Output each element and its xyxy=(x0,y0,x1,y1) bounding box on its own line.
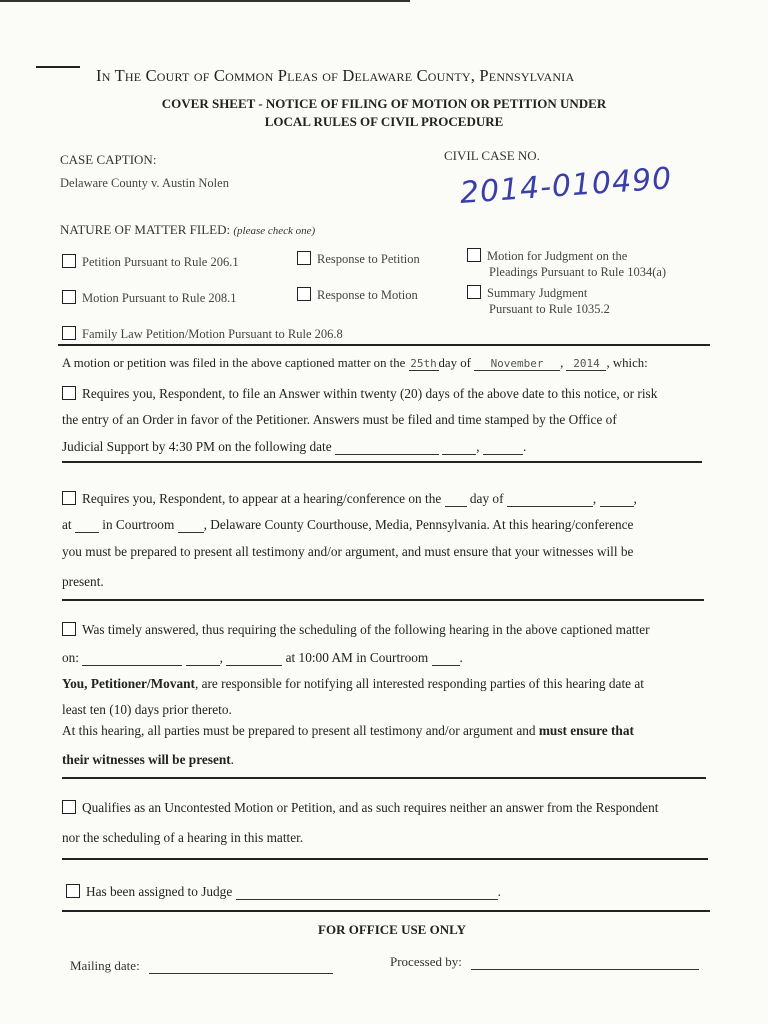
judge-name-field[interactable] xyxy=(236,899,498,900)
section-hearing-line1[interactable]: Requires you, Respondent, to appear at a hearing/conference on the day of , , xyxy=(62,491,637,507)
option-label: Summary Judgment xyxy=(487,286,588,300)
checkbox-answered[interactable] xyxy=(62,622,76,636)
checkbox-answer[interactable] xyxy=(62,386,76,400)
answered-year-field[interactable] xyxy=(226,665,282,666)
section-answer-line1[interactable] xyxy=(62,386,657,402)
office-use-title: FOR OFFICE USE ONLY xyxy=(318,922,466,937)
answer-date-field[interactable] xyxy=(335,454,439,455)
filing-month-field[interactable]: November xyxy=(474,357,560,371)
filing-prefix: A motion or petition was filed in the above captioned matter on the xyxy=(62,356,406,370)
answer-day-field[interactable] xyxy=(442,454,476,455)
section-answered-line3 xyxy=(62,676,644,692)
section-text: at xyxy=(62,517,72,532)
option-label: Response to Petition xyxy=(317,252,420,266)
header-dash xyxy=(36,66,80,68)
divider xyxy=(62,599,704,601)
option-response-motion[interactable] xyxy=(297,287,418,303)
option-family-law[interactable] xyxy=(62,326,343,342)
civil-case-number: 2014-010490 xyxy=(458,161,674,211)
cover-sheet-title-line2: LOCAL RULES OF CIVIL PROCEDURE xyxy=(264,114,504,129)
section-text-bold: must ensure that xyxy=(538,723,634,738)
section-text: Requires you, Respondent, to file an Answer within twenty (20) days of the above date to this notice, or risk xyxy=(82,386,658,401)
checkbox-hearing[interactable] xyxy=(62,491,76,505)
section-text: Was timely answered, thus requiring the scheduling of the following hearing in the above captioned matter xyxy=(82,622,650,637)
checkbox-family-law[interactable] xyxy=(62,326,76,340)
section-text: at 10:00 AM in Courtroom xyxy=(285,650,429,665)
option-label: Motion for Judgment on the xyxy=(487,249,628,263)
nature-label xyxy=(60,222,315,238)
section-judge[interactable]: Has been assigned to Judge . xyxy=(66,884,501,900)
option-response-petition[interactable] xyxy=(297,251,420,267)
option-petition-206-1[interactable] xyxy=(62,254,239,270)
processed-by-label: Processed by: xyxy=(390,954,462,969)
option-motion-judgment[interactable] xyxy=(467,248,627,264)
processed-by-field[interactable] xyxy=(471,969,699,970)
divider xyxy=(58,344,710,346)
filing-day-field[interactable]: 25th xyxy=(410,357,437,370)
answered-day-field[interactable] xyxy=(186,665,220,666)
section-uncontested-line2: nor the scheduling of a hearing in this matter. xyxy=(62,830,304,845)
checkbox-judge[interactable] xyxy=(66,884,80,898)
section-text: Has been assigned to Judge xyxy=(86,884,233,899)
checkbox-motion-judgment[interactable] xyxy=(467,248,481,262)
hearing-time-field[interactable] xyxy=(75,532,99,533)
processed-by xyxy=(390,954,699,970)
cover-sheet-title-line1: COVER SHEET - NOTICE OF FILING OF MOTION OR PETITION UNDER xyxy=(161,96,607,111)
checkbox-response-petition[interactable] xyxy=(297,251,311,265)
checkbox-uncontested[interactable] xyxy=(62,800,76,814)
checkbox-response-motion[interactable] xyxy=(297,287,311,301)
option-label: Response to Motion xyxy=(317,288,418,302)
section-text: At this hearing, all parties must be prepared to present all testimony and/or argument and xyxy=(62,723,536,738)
nature-hint: (please check one) xyxy=(233,225,316,237)
option-summary-judgment[interactable] xyxy=(467,285,587,301)
filing-day-of: day of xyxy=(438,356,471,370)
section-text-bold: You, Petitioner/Movant xyxy=(62,676,195,691)
filing-year-field[interactable]: 2014 xyxy=(566,357,606,371)
checkbox-petition-206-1[interactable] xyxy=(62,254,76,268)
mailing-date-label: Mailing date: xyxy=(70,958,140,973)
mailing-date xyxy=(70,958,333,974)
answered-date-field[interactable] xyxy=(82,665,182,666)
section-hearing-line3: you must be prepared to present all testimony and/or argument, and must ensure that your witnesses will be xyxy=(62,544,634,559)
option-summary-judgment-line2: Pursuant to Rule 1035.2 xyxy=(489,302,610,316)
section-answered-line5 xyxy=(62,723,634,739)
nature-label-text: NATURE OF MATTER FILED: xyxy=(60,222,231,237)
divider xyxy=(62,910,710,912)
hearing-year-field[interactable] xyxy=(600,506,634,507)
section-text: Requires you, Respondent, to appear at a hearing/conference on the xyxy=(82,491,442,506)
section-hearing-line4: present. xyxy=(62,574,104,589)
section-text: , are responsible for notifying all interested responding parties of this hearing date at xyxy=(194,676,644,691)
civil-case-label: CIVIL CASE NO. xyxy=(444,148,540,163)
checkbox-motion-208-1[interactable] xyxy=(62,290,76,304)
section-text: day of xyxy=(469,491,504,506)
option-label: Petition Pursuant to Rule 206.1 xyxy=(82,255,239,269)
case-caption-label: CASE CAPTION: xyxy=(60,152,157,167)
option-motion-208-1[interactable] xyxy=(62,290,237,306)
section-text: Qualifies as an Uncontested Motion or Petition, and as such requires neither an answer from the Respondent xyxy=(82,800,659,815)
checkbox-summary-judgment[interactable] xyxy=(467,285,481,299)
divider xyxy=(62,777,706,779)
answered-courtroom-field[interactable] xyxy=(432,665,460,666)
mailing-date-field[interactable] xyxy=(149,973,333,974)
section-text-bold: their witnesses will be present xyxy=(62,752,231,767)
hearing-month-field[interactable] xyxy=(507,506,593,507)
section-answer-line3: Judicial Support by 4:30 PM on the following date , . xyxy=(62,439,527,454)
section-text: Judicial Support by 4:30 PM on the following date xyxy=(62,439,332,454)
answer-year-field[interactable] xyxy=(483,454,523,455)
top-edge-line xyxy=(0,0,410,2)
option-motion-judgment-line2: Pleadings Pursuant to Rule 1034(a) xyxy=(489,265,667,279)
case-caption-value: Delaware County v. Austin Nolen xyxy=(60,176,229,190)
section-answered-line6: their witnesses will be present. xyxy=(62,752,234,767)
section-text: , Delaware County Courthouse, Media, Pennsylvania. At this hearing/conference xyxy=(203,517,634,532)
hearing-courtroom-field[interactable] xyxy=(178,532,204,533)
section-answered-line1[interactable] xyxy=(62,622,650,638)
section-uncontested-line1[interactable] xyxy=(62,800,658,816)
filing-suffix: , which: xyxy=(606,356,648,370)
section-answered-line4: least ten (10) days prior thereto. xyxy=(62,702,232,717)
court-heading: In The Court of Common Pleas of Delaware County, Pennsylvania xyxy=(96,66,575,85)
section-text: on: xyxy=(62,650,79,665)
divider xyxy=(62,858,708,860)
option-label: Motion Pursuant to Rule 208.1 xyxy=(82,291,237,305)
section-text: in Courtroom xyxy=(102,517,175,532)
filing-statement: A motion or petition was filed in the above captioned matter on the 25th day of November , 2014 , which: xyxy=(62,356,648,370)
section-answered-line2: on: , at 10:00 AM in Courtroom . xyxy=(62,650,463,665)
section-hearing-line2 xyxy=(62,517,633,533)
option-label: Family Law Petition/Motion Pursuant to Rule 206.8 xyxy=(82,327,343,341)
hearing-day-field[interactable] xyxy=(445,506,467,507)
divider xyxy=(62,461,702,463)
section-answer-line2: the entry of an Order in favor of the Petitioner. Answers must be filed and time stamped by the Office of xyxy=(62,412,617,427)
